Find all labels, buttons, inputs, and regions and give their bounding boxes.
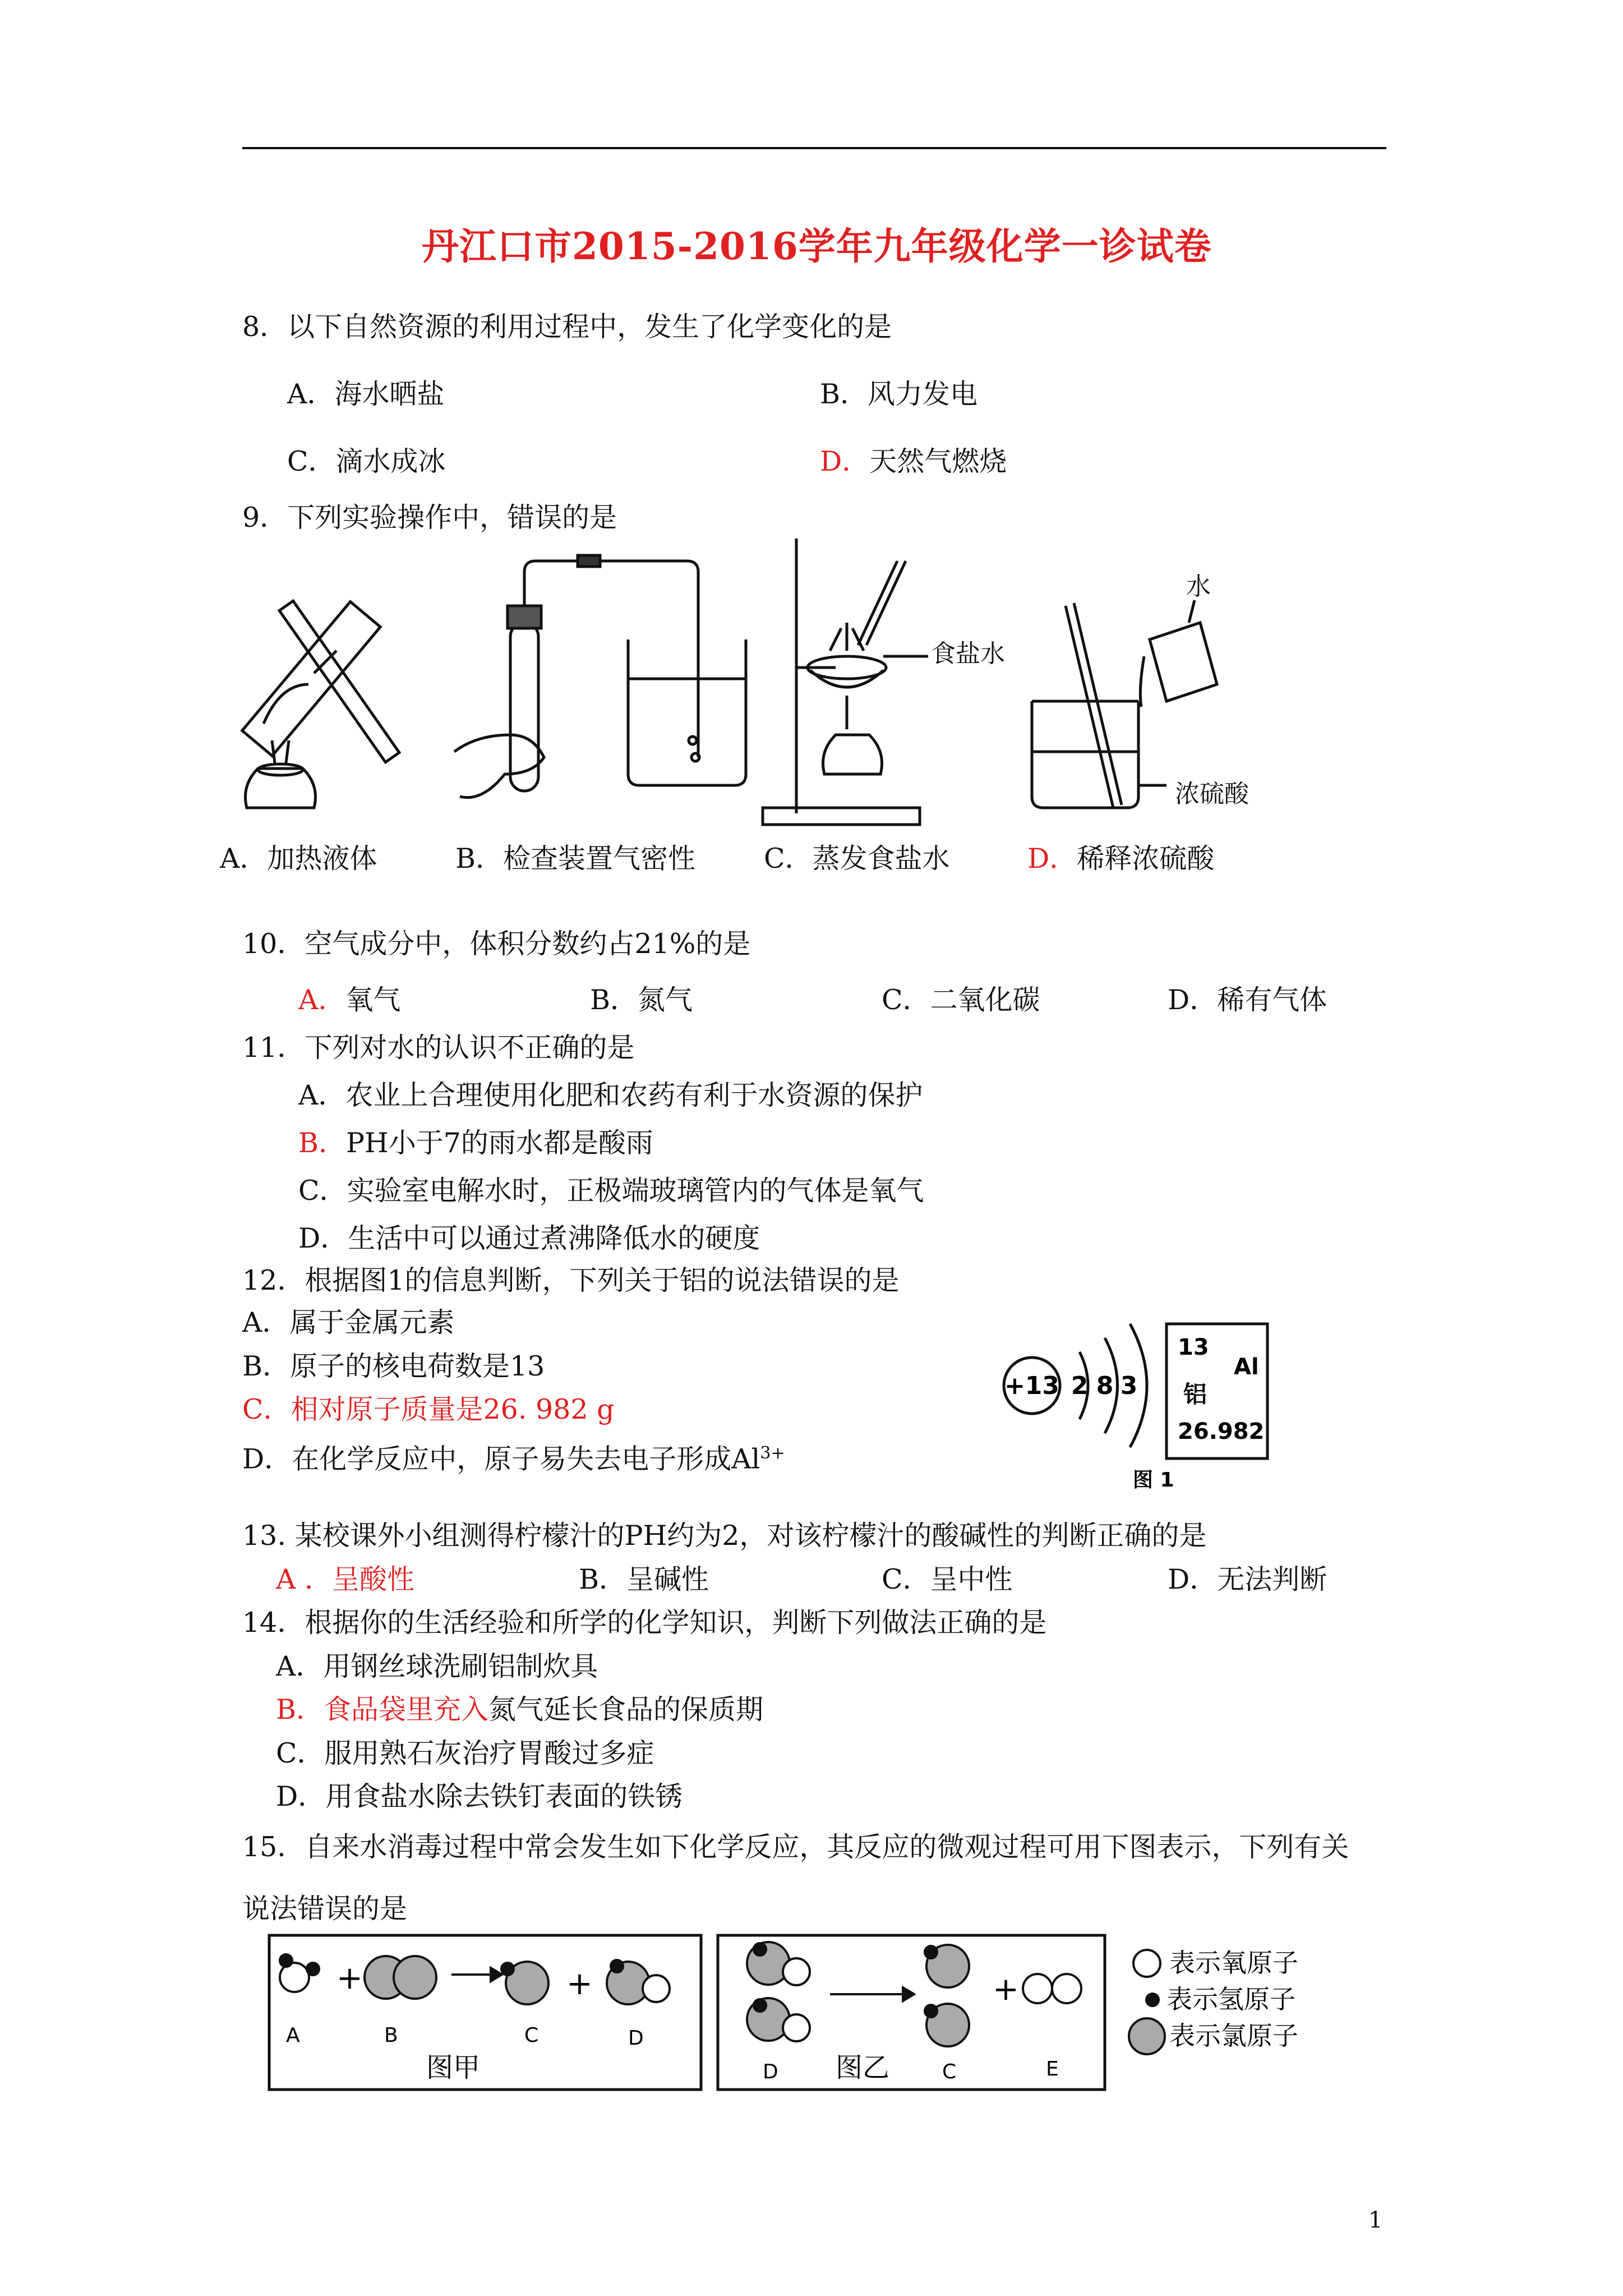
legend-hydrogen-icon xyxy=(1146,1994,1159,2006)
q12-fig-shell1: 2 xyxy=(1071,1372,1089,1400)
q10-stem: 10．空气成分中，体积分数约占21%的是 xyxy=(242,928,751,960)
legend-chlorine-label: 表示氯原子 xyxy=(1169,2021,1298,2051)
q15-jia-label-c: C xyxy=(524,2024,539,2047)
q15-jia-label-a: A xyxy=(286,2024,300,2047)
q9-option-b: B．检查装置气密性 xyxy=(455,843,696,875)
q11-stem: 11．下列对水的认识不正确的是 xyxy=(242,1032,635,1064)
q10-answer-letter: A． xyxy=(298,984,346,1016)
q15-yi-caption: 图乙 xyxy=(836,2052,890,2083)
q12-fig-symbol: Al xyxy=(1234,1354,1259,1380)
q12-fig-nucleus: +13 xyxy=(1004,1372,1060,1400)
q12-fig-caption: 图 1 xyxy=(1133,1469,1174,1492)
q9-figure-a-heating xyxy=(242,601,399,808)
q8-option-b: B．风力发电 xyxy=(820,378,978,410)
q10-option-d: D．稀有气体 xyxy=(1168,984,1327,1016)
q10-option-c: C．二氧化碳 xyxy=(882,984,1040,1016)
q14-option-b: B．食品袋里充入氮气延长食品的保质期 xyxy=(276,1694,764,1726)
q13-option-c: C．呈中性 xyxy=(882,1563,1013,1595)
q11-option-c: C．实验室电解水时，正极端玻璃管内的气体是氧气 xyxy=(298,1175,924,1207)
q12-option-b: B．原子的核电荷数是13 xyxy=(242,1350,545,1382)
q14-stem: 14．根据你的生活经验和所学的化学知识，判断下列做法正确的是 xyxy=(242,1607,1047,1639)
q12-option-d: D．在化学反应中，原子易失去电子形成$Al^{3+}$ xyxy=(242,1443,785,1475)
q12-fig-name: 铝 xyxy=(1183,1381,1207,1408)
q9-figure-b-airtight xyxy=(454,555,746,798)
q13-option-b: B．呈碱性 xyxy=(579,1563,709,1595)
q11-option-b: B．PH小于7的雨水都是酸雨 xyxy=(298,1127,653,1159)
svg-text:+: + xyxy=(336,1960,363,1996)
q15-figure-jia-frame xyxy=(269,1935,701,2090)
q15-stem-line2: 说法错误的是 xyxy=(242,1893,408,1925)
legend-oxygen-icon xyxy=(1133,1950,1160,1977)
q10-option-b: B．氮气 xyxy=(590,984,693,1016)
q8-option-c: C．滴水成冰 xyxy=(287,445,446,477)
q9-label-salt-water: 食盐水 xyxy=(931,639,1005,668)
page-title: 丹江口市2015-2016学年九年级化学一诊试卷 xyxy=(422,224,1212,268)
q15-yi-label-d: D xyxy=(763,2060,778,2083)
q15-yi-label-c: C xyxy=(942,2060,957,2083)
q14-option-c: C．服用熟石灰治疗胃酸过多症 xyxy=(276,1737,654,1769)
q8-answer-letter: D． xyxy=(820,445,870,477)
q9-stem: 9．下列实验操作中，错误的是 xyxy=(242,501,617,533)
header-rule xyxy=(242,147,1386,149)
q8-option-d: D．天然气燃烧 xyxy=(820,445,1007,477)
q9-option-c: C．蒸发食盐水 xyxy=(764,843,950,875)
q8-stem: 8．以下自然资源的利用过程中，发生了化学变化的是 xyxy=(242,311,892,343)
legend-chlorine-icon xyxy=(1129,2018,1165,2054)
q14-option-a: A．用钢丝球洗刷铝制炊具 xyxy=(276,1650,598,1682)
q8-option-a: A．海水晒盐 xyxy=(287,378,445,410)
q9-label-water: 水 xyxy=(1186,572,1211,601)
q14-answer-letter: B．食品袋里充 xyxy=(276,1694,462,1726)
legend-hydrogen-label: 表示氢原子 xyxy=(1166,1984,1295,2014)
q10-option-a: A．氧气 xyxy=(298,984,401,1016)
q9-figure-c-evaporation xyxy=(763,539,928,825)
svg-text:+: + xyxy=(566,1966,593,2002)
legend-oxygen-label: 表示氧原子 xyxy=(1169,1948,1298,1978)
svg-text:+: + xyxy=(993,1971,1019,2008)
q12-stem: 12．根据图1的信息判断，下列关于铝的说法错误的是 xyxy=(242,1264,900,1296)
q15-jia-label-d: D xyxy=(628,2027,644,2050)
q13-option-a-answer: A ．呈酸性 xyxy=(276,1563,414,1595)
q11-answer-letter: B． xyxy=(298,1127,347,1159)
q9-figure-d-dilution xyxy=(1032,600,1217,808)
q13-option-d: D．无法判断 xyxy=(1168,1563,1327,1595)
q13-stem: 13. 某校课外小组测得柠檬汁的PH约为2，对该柠檬汁的酸碱性的判断正确的是 xyxy=(242,1520,1207,1552)
q14-option-d: D．用食盐水除去铁钉表面的铁锈 xyxy=(276,1780,683,1812)
q15-jia-caption: 图甲 xyxy=(426,2052,481,2083)
q15-jia-label-b: B xyxy=(384,2024,398,2047)
page-number: 1 xyxy=(1368,2207,1383,2233)
q12-fig-shell2: 8 xyxy=(1096,1372,1114,1400)
q12-fig-atomic-number: 13 xyxy=(1178,1335,1209,1360)
q9-option-d: D．稀释浓硫酸 xyxy=(1027,843,1215,875)
q9-label-conc-acid: 浓硫酸 xyxy=(1175,780,1249,808)
q12-option-a: A．属于金属元素 xyxy=(242,1306,455,1338)
q9-figures xyxy=(191,539,1312,841)
q15-stem-line1: 15．自来水消毒过程中常会发生如下化学反应，其反应的微观过程可用下图表示，下列有关 xyxy=(242,1831,1349,1863)
q12-fig-shell3: 3 xyxy=(1120,1372,1138,1400)
q15-yi-label-e: E xyxy=(1046,2058,1059,2081)
q15-figure-reactions xyxy=(264,1930,1396,2098)
q9-answer-letter: D． xyxy=(1027,843,1077,875)
q11-option-a: A．农业上合理使用化肥和农药有利于水资源的保护 xyxy=(298,1079,923,1111)
q12-fig-mass: 26.982 xyxy=(1178,1419,1265,1444)
q12-option-c-answer: C．相对原子质量是26. 982 g xyxy=(242,1393,615,1425)
q9-option-a: A．加热液体 xyxy=(220,843,377,875)
q12-figure-aluminum xyxy=(998,1313,1290,1498)
q11-option-d: D．生活中可以通过煮沸降低水的硬度 xyxy=(298,1222,760,1254)
